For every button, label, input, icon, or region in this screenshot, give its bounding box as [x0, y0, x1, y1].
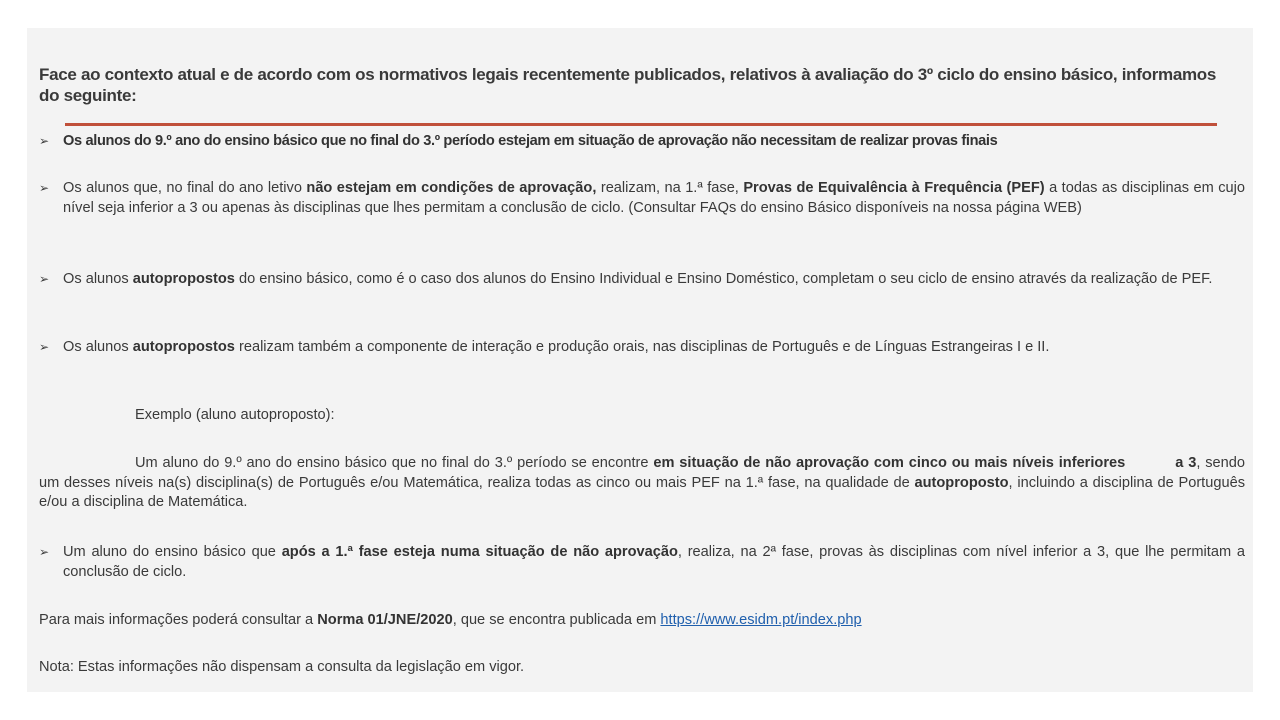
bullet-item-4: [39, 338, 1245, 358]
bold-text: autoproposto: [914, 474, 1009, 491]
text: , sendo um desses níveis na(s) disciplina(s) de Português e/ou Matemática, realiza todas as cinco ou mais PEF na 1.ª fase, na qualidade de: [39, 455, 1246, 491]
arrowhead-bullet-icon: ➢: [39, 545, 50, 559]
arrowhead-bullet-icon: ➢: [39, 272, 50, 286]
text: Os alunos: [63, 339, 133, 355]
bold-text: não estejam em condições de aprovação,: [306, 180, 597, 196]
example-paragraph: [39, 454, 1245, 513]
bold-text: autopropostos: [132, 271, 235, 287]
note: Nota: Estas informações não dispensam a consulta da legislação em vigor.: [39, 659, 525, 675]
bullet-item-5: [39, 543, 1245, 582]
text: , incluindo a disciplina de Português e/ou a disciplina de Matemática.: [39, 474, 1245, 510]
bold-text: em situação de não aprovação com cinco ou mais níveis inferiores: [653, 455, 1126, 471]
text: Um aluno do ensino básico que: [63, 544, 282, 560]
text: Para mais informações poderá consultar a: [39, 612, 318, 628]
text: Os alunos que, no final do ano letivo: [63, 180, 307, 196]
accent-divider: [65, 123, 1217, 126]
heading: Face ao contexto atual e de acordo com os normativos legais recentemente publicados, relativos à avaliação do 3º ciclo do ensino básico, informamos do seguinte:: [39, 65, 1217, 105]
text: a todas as disciplinas em cujo nível seja inferior a 3 ou apenas às disciplinas que lhes permitam a conclusão de ciclo. (Consultar FAQs do ensino Básico disponíveis na nossa página WEB): [63, 180, 1246, 216]
text: , que se encontra publicada em: [452, 612, 661, 628]
bold-text: autopropostos: [132, 339, 235, 355]
more-info-paragraph: [39, 611, 1245, 631]
text: Um aluno do 9.º ano do ensino básico que no final do 3.º período se encontre: [135, 455, 654, 471]
bold-text: Provas de Equivalência à Frequência (PEF): [743, 180, 1045, 196]
bullet-item-1: [39, 132, 1245, 152]
text: , realiza, na 2ª fase, provas às disciplinas com nível inferior a 3, que lhe permitam a conclusão de ciclo.: [63, 544, 1245, 580]
document-panel: [27, 28, 1253, 692]
bullet-item-3: [39, 270, 1245, 290]
text: realizam também a componente de interação e produção orais, nas disciplinas de Português e de Línguas Estrangeiras I e II.: [234, 339, 1050, 355]
text: Os alunos: [63, 271, 133, 287]
text: do ensino básico, como é o caso dos alunos do Ensino Individual e Ensino Doméstico, completam o seu ciclo de ensino através da realização de PEF.: [234, 271, 1213, 287]
bullet-item-2: [39, 179, 1245, 218]
arrowhead-bullet-icon: ➢: [39, 340, 50, 354]
arrowhead-bullet-icon: ➢: [39, 181, 50, 195]
example-label: Exemplo (aluno autoproposto):: [135, 407, 335, 423]
bold-text: após a 1.ª fase esteja numa situação de não aprovação: [281, 544, 678, 560]
bullet-1-bold: Os alunos do 9.º ano do ensino básico que no final do 3.º período estejam em situação de aprovação não necessitam de realizar provas finais: [63, 133, 998, 149]
text: realizam, na 1.ª fase,: [596, 180, 744, 196]
norma-reference: Norma 01/JNE/2020: [317, 612, 453, 628]
arrowhead-bullet-icon: ➢: [39, 134, 50, 148]
esidm-link[interactable]: https://www.esidm.pt/index.php: [660, 612, 862, 628]
bold-text: a 3: [1175, 455, 1197, 471]
